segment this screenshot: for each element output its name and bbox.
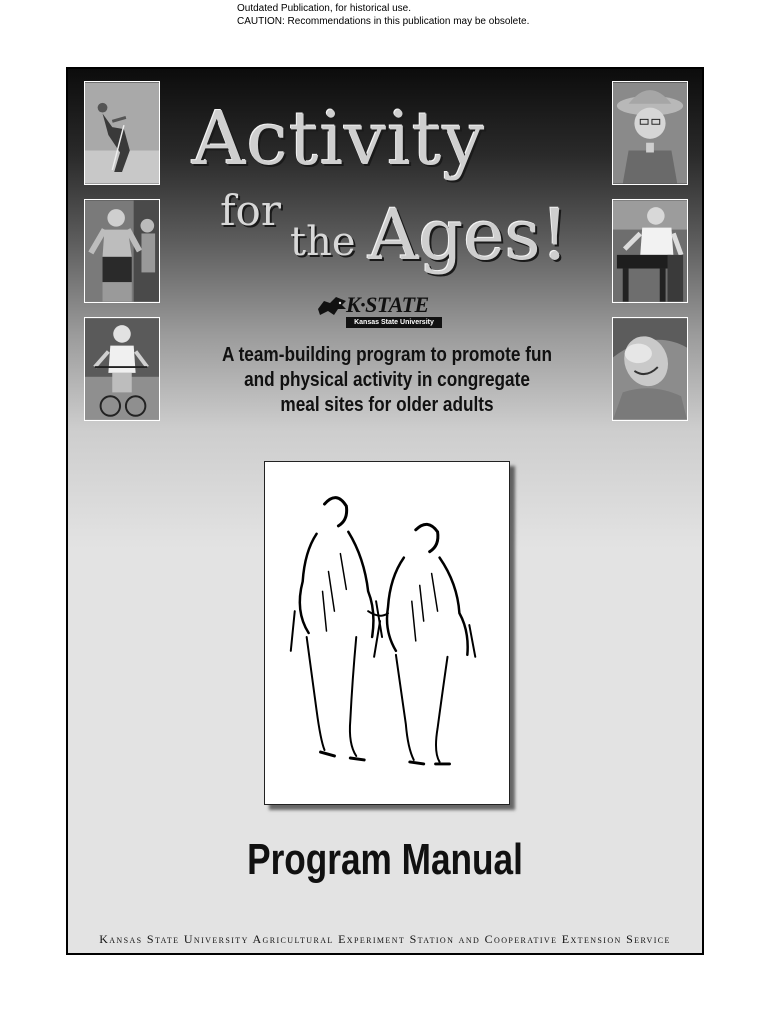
- cover-tagline: [181, 343, 592, 418]
- photo-woman-with-hat: [612, 81, 688, 185]
- cover-page: [66, 67, 704, 955]
- walking-couple-sketch: [264, 461, 510, 805]
- photo-golfer: [84, 81, 160, 185]
- cover-title-activity: Activity: [192, 96, 486, 182]
- photo-man-exercising: [84, 199, 160, 303]
- kstate-logo: [316, 293, 446, 331]
- tagline-line-3: meal sites for older adults: [280, 394, 494, 416]
- cover-title-for: for: [220, 186, 281, 235]
- outdated-publication-notice: [237, 2, 529, 28]
- notice-line-1: Outdated Publication, for historical use.: [237, 3, 411, 14]
- cover-title-ages: Ages!: [368, 194, 569, 276]
- notice-line-2: CAUTION: Recommendations in this publication may be obsolete.: [237, 16, 530, 27]
- photo-woman-smiling: [612, 317, 688, 421]
- wildcat-icon: [316, 295, 348, 317]
- publisher-footer: Kansas State University Agricultural Experiment Station and Cooperative Extension Service: [99, 932, 671, 946]
- tagline-line-1: A team-building program to promote fun: [222, 344, 552, 366]
- kstate-wordmark: K·STATE: [346, 292, 429, 317]
- tagline-line-2: and physical activity in congregate: [244, 369, 530, 391]
- cover-title-the: the: [290, 219, 356, 265]
- photo-man-on-exercise-bike: [612, 199, 688, 303]
- kstate-subtext: Kansas State University: [346, 317, 442, 328]
- photo-woman-cycling: [84, 317, 160, 421]
- program-manual-title: Program Manual: [247, 835, 523, 884]
